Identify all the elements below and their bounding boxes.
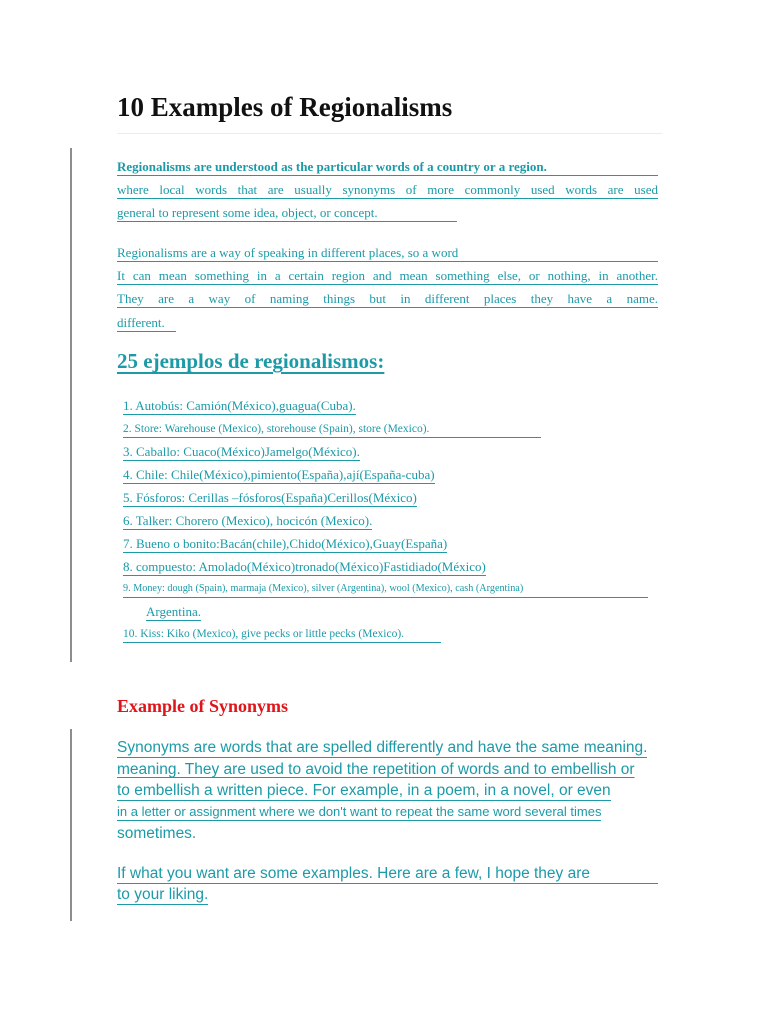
paragraph-line: Regionalisms are a way of speaking in different places, so a word (117, 245, 658, 262)
synonyms-line: sometimes. (117, 825, 197, 842)
list-item: 3. Caballo: Cuaco(México)Jamelgo(México). (123, 444, 360, 459)
synonyms-line: to embellish a written piece. For example, in a poem, in a novel, or even (117, 782, 611, 799)
synonyms-line: meaning. They are used to avoid the repetition of words and to embellish or (117, 761, 635, 778)
blockquote-bar (70, 729, 72, 921)
page-title: 10 Examples of Regionalisms (117, 92, 453, 122)
synonyms-line: in a letter or assignment where we don't want to repeat the same word several times (117, 804, 602, 819)
list-item: 6. Talker: Chorero (Mexico), hocicón (Mexico). (123, 513, 373, 528)
list-item: 8. compuesto: Amolado(México)tronado(México)Fastidiado(México) (123, 559, 486, 574)
list-item: 4. Chile: Chile(México),pimiento(España),ají(España-cuba) (123, 467, 435, 482)
list-item: 10. Kiss: Kiko (Mexico), give pecks or little pecks (Mexico). (123, 626, 441, 643)
closing-line: to your liking. (117, 886, 209, 903)
intro-line: general to represent some idea, object, or concept. (117, 205, 457, 222)
closing-line: If what you want are some examples. Here are a few, I hope they are (117, 864, 658, 884)
paragraph-line: different. (117, 315, 176, 332)
list-item: 5. Fósforos: Cerillas –fósforos(España)Cerillos(México) (123, 490, 417, 505)
list-item: 1. Autobús: Camión(México),guagua(Cuba). (123, 398, 356, 413)
paragraph-line: It can mean something in a certain region and mean something else, or nothing, in another. (117, 268, 658, 283)
list-item: 2. Store: Warehouse (Mexico), storehouse (Spain), store (Mexico). (123, 421, 541, 438)
list-item: 7. Bueno o bonito:Bacán(chile),Chido(México),Guay(España) (123, 536, 448, 551)
synonyms-line: Synonyms are words that are spelled differently and have the same meaning. (117, 739, 648, 756)
title-divider (117, 133, 662, 134)
list-item-continuation: Argentina. (146, 604, 201, 619)
blockquote-bar (70, 148, 72, 662)
synonyms-heading: Example of Synonyms (117, 696, 289, 716)
list-heading: 25 ejemplos de regionalismos: (117, 349, 385, 373)
intro-line: where local words that are usually synonyms of more commonly used words are used (117, 182, 658, 197)
list-item: 9. Money: dough (Spain), marmaja (Mexico), silver (Argentina), wool (Mexico), cash (Argentina) (123, 581, 648, 598)
paragraph-line: They are a way of naming things but in different places they have a name. (117, 291, 658, 306)
intro-line: Regionalisms are understood as the particular words of a country or a region. (117, 159, 658, 176)
